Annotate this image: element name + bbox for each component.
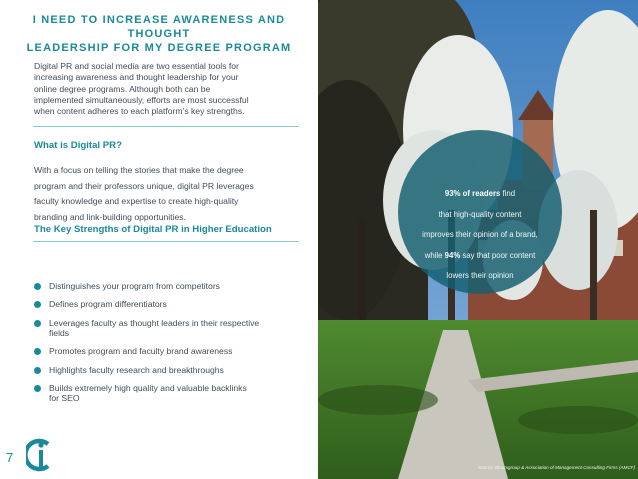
bullet-dot-icon [34,301,41,308]
digital-pr-line: faculty knowledge and expertise to create high-quality [34,196,239,207]
stat-text: while [424,250,445,260]
stat-line: improves their opinion of a brand, [422,230,538,240]
bullet-dot-icon [34,367,41,374]
intro-paragraph [34,61,300,117]
stat-highlight: 94% [444,250,461,260]
digital-pr-line: With a focus on telling the stories that make the degree [34,165,244,175]
key-strengths-title: The Key Strengths of Digital PR in Higher Education [34,224,272,235]
heading-line: I NEED TO INCREASE AWARENESS AND THOUGHT [32,14,286,40]
intro-line: Digital PR and social media are two essential tools for [34,61,239,71]
text-panel [0,0,318,479]
intro-line: when content adheres to each platform’s key strengths. [34,106,245,117]
intro-line: increasing awareness and thought leadership for your [34,72,239,83]
list-item-text: fields [49,327,70,338]
list-item [34,299,304,309]
digital-pr-line: branding and link-building opportunities. [34,211,186,222]
bullet-dot-icon [34,320,41,327]
list-item-text: Distinguishes your program from competitors [49,281,220,291]
stat-text: say that poor content [460,250,536,260]
list-item-text: Defines program differentiators [49,299,167,310]
list-item-text: Highlights faculty research and breakthroughs [49,364,224,375]
list-item [34,383,304,403]
stat-line [400,184,560,205]
intro-line: implemented simultaneously, efforts are most successful [34,94,249,105]
stat-line [400,246,560,267]
bullet-dot-icon [34,385,41,392]
list-item [34,281,304,291]
list-item-text: Leverages faculty as thought leaders in their respective [49,317,260,328]
list-item [34,318,304,338]
stat-line: that high-quality content [438,209,522,219]
page-number: 7 [6,450,14,465]
stat-line: lowers their opinion [446,271,514,281]
bullet-dot-icon [34,283,41,290]
list-item-text: Builds extremely high quality and valuable backlinks [49,383,247,394]
stat-callout [400,184,560,287]
list-item-text: for SEO [49,393,80,404]
heading-line: LEADERSHIP FOR MY DEGREE PROGRAM [26,42,292,54]
divider [33,126,299,127]
intro-line: online degree programs. Although both can be [34,83,211,94]
key-strengths-list [34,281,304,412]
stat-text: find [500,189,516,198]
bullet-dot-icon [34,348,41,355]
digital-pr-paragraph [34,163,296,225]
brand-logo-icon [26,436,54,474]
stat-highlight: 93% of readers [444,189,501,198]
source-citation: Source: Bloomgroup & Association of Management Consulting Firms (AMCF) [477,465,635,470]
list-item-text: Promotes program and faculty brand awareness [49,346,233,357]
list-item [34,365,304,375]
page-heading [6,13,312,55]
digital-pr-line: program and their professors unique, digital PR leverages [34,180,254,191]
divider [33,241,299,242]
list-item [34,346,304,356]
digital-pr-title: What is Digital PR? [34,140,122,151]
